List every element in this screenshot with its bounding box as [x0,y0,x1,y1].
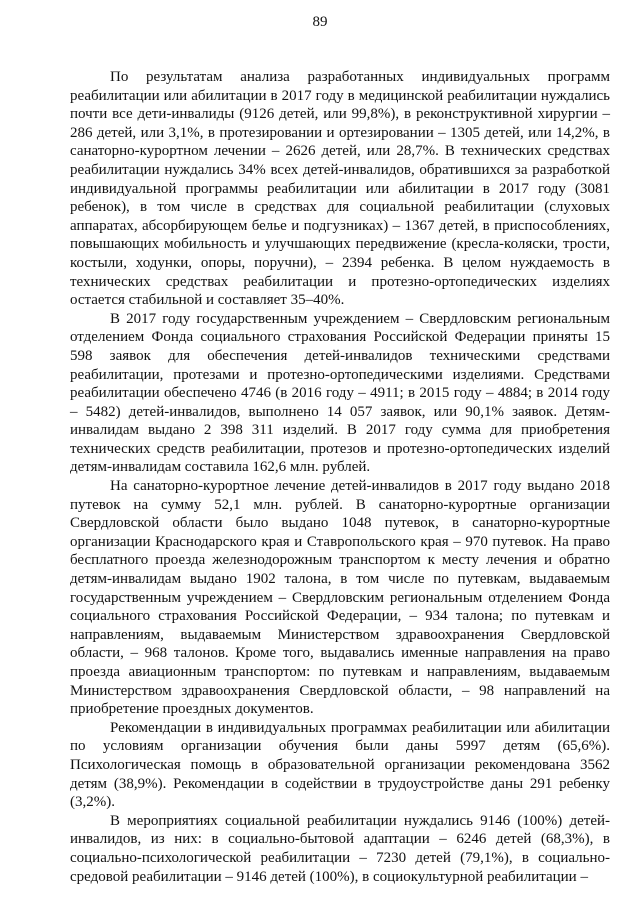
paragraph-rehabilitation-needs: По результатам анализа разработанных индивидуальных программ реабилитации или абилитации в 2017 году в медицинской реабилитации нуждались почти все дети-инвалиды (9126 детей, или 99,8%), в реконструктивной хирургии – 286 детей, или 3,1%, в протезировании и ортезировании – 1305 детей, или 14,2%, в санаторно-курортном лечении – 2626 детей, или 28,7%. В технических средствах реабилитации нуждались 34% всех детей-инвалидов, обратившихся за разработкой индивидуальной программы реабилитации или абилитации в 2017 году (3081 ребенок), в том числе в средствах для социальной реабилитации (слуховых аппаратах, абсорбирующем белье и подгузниках) – 1367 детей, в приспособлениях, повышающих мобильность и улучшающих передвижение (кресла-коляски, трости, костыли, ходунки, опоры, поручни), – 2394 ребенка. В целом нуждаемость в технических средствах реабилитации и протезно-ортопедических изделиях остается стабильной и составляет 35–40%. [70,69,610,309]
paragraph-social-rehabilitation: В мероприятиях социальной реабилитации нуждались 9146 (100%) детей-инвалидов, из них: в социально-бытовой адаптации – 6246 детей (68,3%), в социально-психологической реабилитации – 7230 детей (79,1%), в социально-средовой реабилитации – 9146 детей (100%), в социокультурной реабилитации – [70,812,610,885]
paragraph-sanatorium-treatment: На санаторно-курортное лечение детей-инвалидов в 2017 году выдано 2018 путевок на сумму 52,1 млн. рублей. В санаторно-курортные организации Свердловской области было выдано 1048 путевок, в санаторно-курортные организации Краснодарского края и Ставропольского края – 970 путевок. На право бесплатного проезда железнодорожным транспортом к месту лечения и обратно детям-инвалидам выдано 1902 талона, в том числе по путевкам, выдаваемым государственным учреждением – Свердловским региональным отделением Фонда социального страхования Российской Федерации, – 934 талона; по путевкам и направлениям, выдаваемым Министерством здравоохранения Свердловской области, – 968 талонов. Кроме того, выдавались именные направления на право проезда авиационным транспортом: по путевкам и направлениям, выдаваемым Министерством здравоохранения Свердловской области, – 98 направлений на приобретение проездных документов. [70,478,610,718]
paragraph-education-recommendations: Рекомендации в индивидуальных программах реабилитации или абилитации по условиям организации обучения были даны 5997 детям (65,6%). Психологическая помощь в образовательной организации рекомендована 3562 детям (38,9%). Рекомендации в содействии в трудоустройстве даны 291 ребенку (3,2%). [70,719,610,811]
page-body [70,68,610,886]
page-number: 89 [312,14,328,30]
paragraph-technical-means: В 2017 году государственным учреждением – Свердловским региональным отделением Фонда социального страхования Российской Федерации приняты 15 598 заявок для обеспечения детей-инвалидов техническими средствами реабилитации, протезами и протезно-ортопедическими изделиями. Средствами реабилитации обеспечено 4746 (в 2016 году – 4911; в 2015 году – 4884; в 2014 году – 5482) детей-инвалидов, выполнено 14 057 заявок, или 90,1% заявок. Детям-инвалидам выдано 2 398 311 изделий. В 2017 году сумма для приобретения технических средств реабилитации, протезов и протезно-ортопедических изделий детям-инвалидам составила 162,6 млн. рублей. [70,310,610,476]
